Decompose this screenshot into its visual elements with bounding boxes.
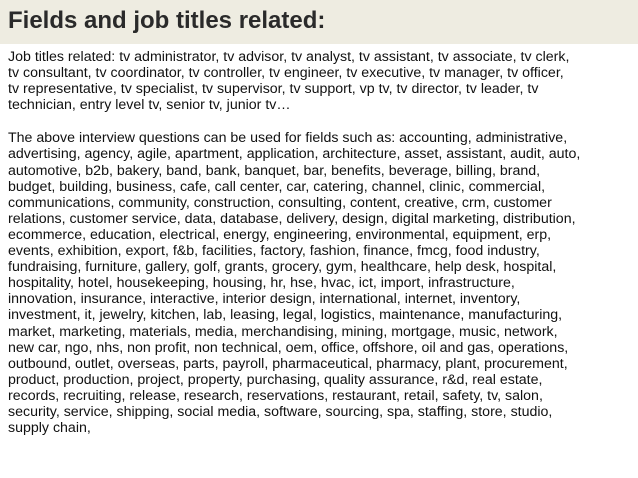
text-line: investment, it, jewelry, kitchen, lab, leasing, legal, logistics, maintenance, manufacturing,	[8, 307, 563, 324]
text-line: relations, customer service, data, database, delivery, design, digital marketing, distribution,	[8, 210, 576, 227]
text-line: The above interview questions can be used for fields such as: accounting, administrative,	[8, 130, 568, 147]
text-line: advertising, agency, agile, apartment, application, architecture, asset, assistant, audit, auto,	[8, 146, 581, 163]
text-line: supply chain,	[8, 420, 91, 437]
text-line: automotive, b2b, bakery, band, bank, banquet, bar, benefits, beverage, billing, brand,	[8, 162, 541, 179]
text-line: ecommerce, education, electrical, energy, engineering, environmental, equipment, erp,	[8, 226, 552, 243]
job-titles-paragraph	[8, 49, 632, 113]
title-bar	[0, 0, 638, 44]
text-line: security, service, shipping, social media, software, sourcing, spa, staffing, store, studio,	[8, 403, 553, 420]
slide-body	[8, 49, 632, 436]
text-line: product, production, project, property, purchasing, quality assurance, r&d, real estate,	[8, 371, 543, 388]
text-line: innovation, insurance, interactive, interior design, international, internet, inventory,	[8, 291, 521, 308]
text-line: hospitality, hotel, housekeeping, housing, hr, hse, hvac, ict, import, infrastructure,	[8, 275, 515, 292]
text-line: communications, community, construction, consulting, content, creative, crm, customer	[8, 194, 552, 211]
fields-paragraph	[8, 130, 632, 436]
text-line: technician, entry level tv, senior tv, junior tv…	[8, 97, 291, 114]
text-line: records, recruiting, release, research, reservations, restaurant, retail, safety, tv, salon,	[8, 387, 543, 404]
text-line: fundraising, furniture, gallery, golf, grants, grocery, gym, healthcare, help desk, hospital,	[8, 259, 557, 276]
text-line: budget, building, business, cafe, call center, car, catering, channel, clinic, commercial,	[8, 178, 546, 195]
text-line: events, exhibition, export, f&b, facilities, factory, fashion, finance, fmcg, food industry,	[8, 243, 540, 260]
text-line: tv consultant, tv coordinator, tv controller, tv engineer, tv executive, tv manager, tv officer,	[8, 65, 564, 82]
text-line: tv representative, tv specialist, tv supervisor, tv support, vp tv, tv director, tv leader, tv	[8, 81, 539, 98]
slide-title: Fields and job titles related:	[8, 7, 326, 34]
text-line: Job titles related: tv administrator, tv advisor, tv analyst, tv assistant, tv associate, tv clerk,	[8, 49, 570, 65]
text-line: new car, ngo, nhs, non profit, non technical, oem, office, offshore, oil and gas, operations,	[8, 339, 569, 356]
text-line: outbound, outlet, overseas, parts, payroll, pharmaceutical, pharmacy, plant, procurement,	[8, 355, 568, 372]
text-line: market, marketing, materials, media, merchandising, mining, mortgage, music, network,	[8, 323, 558, 340]
